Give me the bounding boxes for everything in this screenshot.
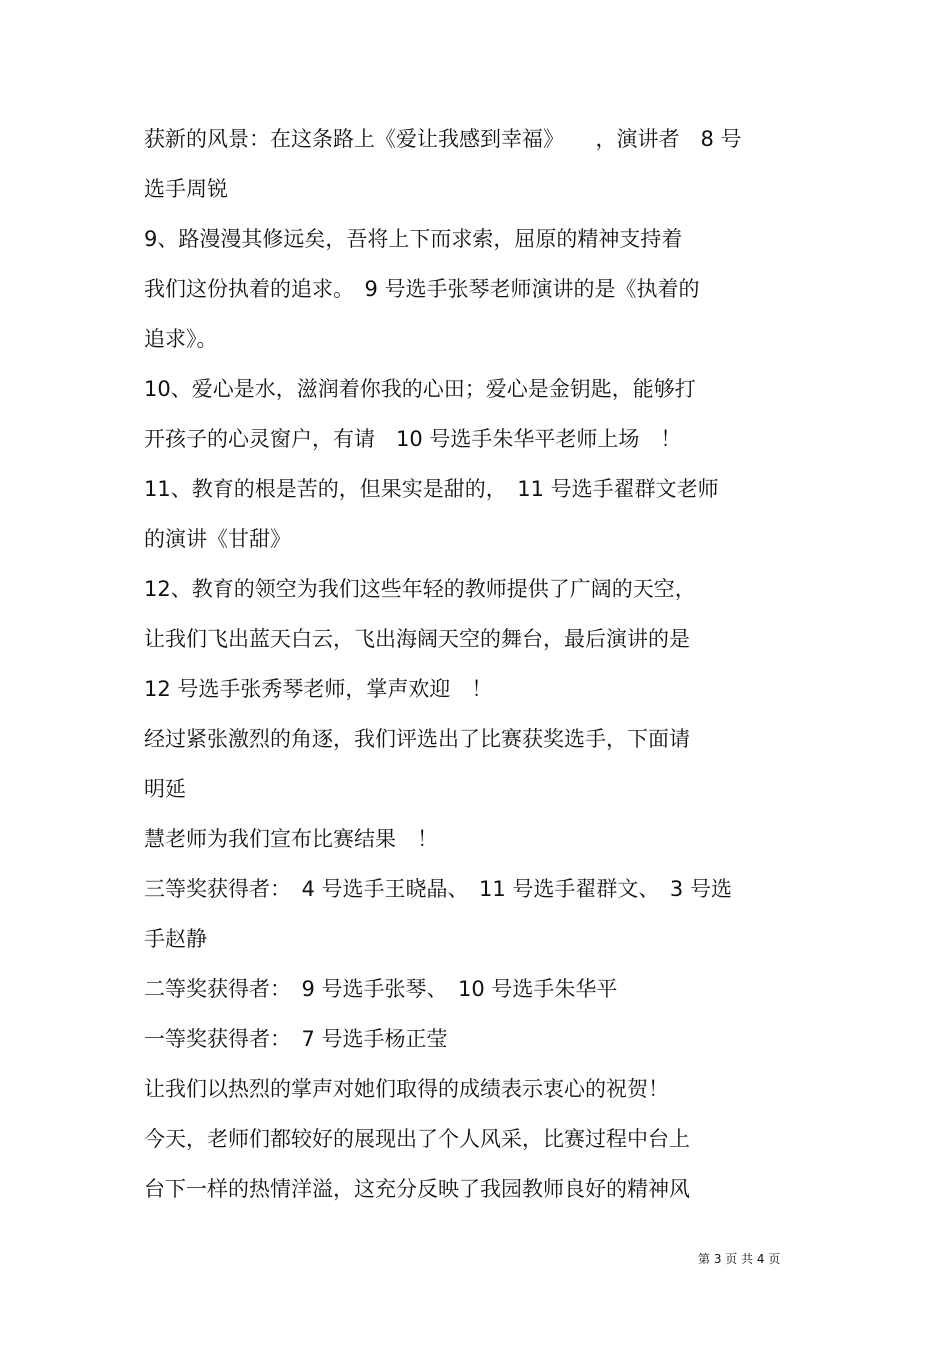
text-line: 三等奖获得者： 4 号选手王晓晶、 11 号选手翟群文、 3 号选 [144,877,732,901]
text-line: 台下一样的热情洋溢，这充分反映了我园教师良好的精神风 [144,1177,690,1201]
text-line: 经过紧张激烈的角逐，我们评选出了比赛获奖选手，下面请 [144,727,690,751]
text-line: 一等奖获得者： 7 号选手杨正莹 [144,1027,448,1051]
text-line: 今天，老师们都较好的展现出了个人风采，比赛过程中台上 [144,1127,690,1151]
page-number: 第 3 页 共 4 页 [698,1252,781,1266]
text-line: 12 号选手张秀琴老师，掌声欢迎 ！ [144,677,493,701]
text-line: 我们这份执着的追求。 9 号选手张琴老师演讲的是《执着的 [144,277,700,301]
text-line: 让我们飞出蓝天白云，飞出海阔天空的舞台，最后演讲的是 [144,627,690,651]
text-line: 获新的风景：在这条路上《爱让我感到幸福》 ，演讲者 8 号 [144,127,742,151]
text-line: 开孩子的心灵窗户，有请 10 号选手朱华平老师上场 ！ [144,427,682,451]
text-line: 明延 [144,777,186,801]
text-line: 的演讲《甘甜》 [144,527,291,551]
text-line: 追求》。 [144,327,218,351]
text-line: 慧老师为我们宣布比赛结果 ！ [144,827,438,851]
text-line: 11、教育的根是苦的，但果实是甜的， 11 号选手翟群文老师 [144,477,719,501]
text-line: 10、爱心是水，滋润着你我的心田；爱心是金钥匙，能够打 [144,377,696,401]
text-line: 二等奖获得者： 9 号选手张琴、 10 号选手朱华平 [144,977,618,1001]
text-line: 手赵静 [144,927,207,951]
text-line: 12、教育的领空为我们这些年轻的教师提供了广阔的天空， [144,577,696,601]
text-line: 选手周锐 [144,177,228,201]
text-line: 让我们以热烈的掌声对她们取得的成绩表示衷心的祝贺！ [144,1077,669,1101]
text-line: 9、路漫漫其修远矣，吾将上下而求索，屈原的精神支持着 [144,227,683,251]
